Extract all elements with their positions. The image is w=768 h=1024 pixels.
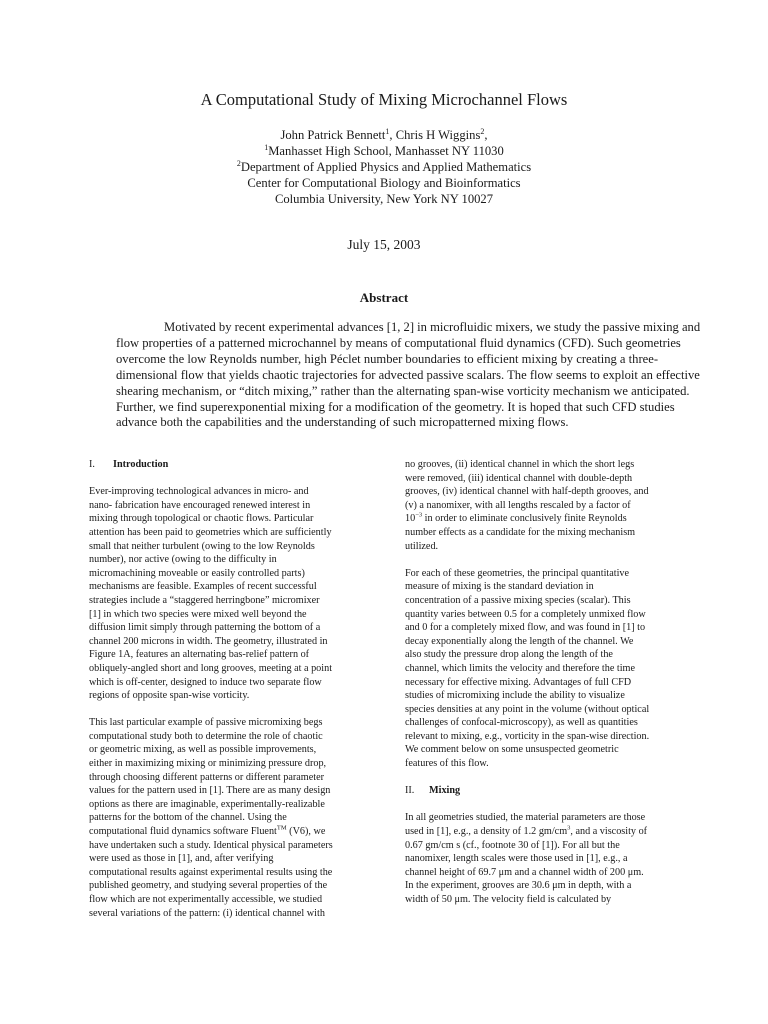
- paragraph-line: For each of these geometries, the principal quantitative: [405, 567, 630, 579]
- abstract-line: Further, we find superexponential mixing for a modification of the geometry. It is hoped that such CFD studies: [116, 399, 675, 414]
- paragraph-line: patterns for the bottom of the channel. Using the: [89, 812, 287, 824]
- abstract-line: shearing mechanism, or “ditch mixing,” rather than the alternating span-wise vorticity mechanism we anticipated.: [116, 383, 690, 398]
- paragraph-line: grooves, (iv) identical channel with half-depth grooves, and: [405, 486, 649, 498]
- fluent-text: computational fluid dynamics software Fluent: [89, 826, 277, 838]
- abstract-heading: Abstract: [359, 290, 409, 305]
- paragraph-line: We comment below on some unsuspected geometric: [405, 744, 619, 756]
- paragraph-line: values for the pattern used in [1]. There are as many design: [89, 785, 331, 797]
- paragraph-line: or geometric mixing, as well as possible improvements,: [89, 744, 317, 756]
- paragraph-line: several variations of the pattern: (i) identical channel with: [89, 907, 325, 919]
- affiliation-3: Center for Computational Biology and Bioinformatics: [247, 176, 521, 190]
- paragraph-line: strategies include a “staggered herringbone” micromixer: [89, 594, 320, 606]
- mixing-paragraph-1: [405, 839, 690, 907]
- paragraph-line: computational study both to determine the role of chaotic: [89, 730, 323, 742]
- abstract-line: advance both the capabilities and the understanding of such micropatterned mixing flows.: [116, 415, 569, 430]
- abstract-line: flow properties of a patterned microchannel by means of computational fluid dynamics (CFD). Such geometries: [116, 335, 681, 350]
- intro-paragraph-4: [405, 567, 690, 771]
- author-affil-mark-1: 1: [385, 126, 390, 136]
- paragraph-line: mixing through topological or chaotic flows. Particular: [89, 513, 314, 525]
- author-names: [0, 127, 768, 143]
- affiliation-2: [0, 159, 768, 175]
- paragraph-line: quantity varies between 0.5 for a completely unmixed flow: [405, 608, 646, 620]
- paragraph-line: small that neither turbulent (owing to the low Reynolds: [89, 540, 315, 552]
- paragraph-line: species densities at any point in the volume (without optical: [405, 703, 650, 715]
- section-heading-introduction: [89, 458, 379, 472]
- section-title: Mixing: [429, 785, 461, 797]
- author-block: [0, 127, 768, 207]
- abstract-body: [116, 320, 701, 431]
- paragraph-line: channel height of 69.7 μm and a channel width of 200 μm.: [405, 866, 644, 878]
- paragraph-line: This last particular example of passive micromixing begs: [89, 717, 323, 729]
- author-affil-mark-2: 2: [480, 126, 485, 136]
- paragraph-line: Figure 1A, features an alternating bas-relief pattern of: [89, 649, 310, 661]
- paragraph-line: regions of opposite span-wise vorticity.: [89, 690, 250, 702]
- trademark-mark: TM: [276, 824, 287, 832]
- abstract-line: overcome the low Reynolds number, high Péclet number boundaries to efficient mixing by creating a three-: [116, 351, 659, 366]
- paragraph-line: and 0 for a completely mixed flow, and was found in [1] to: [405, 622, 646, 634]
- paragraph-line: either in maximizing mixing or minimizing pressure drop,: [89, 758, 327, 770]
- paragraph-line: 0.67 gm/cm s (cf., footnote 30 of [1]). For all but the: [405, 839, 620, 851]
- paragraph-line: were used as those in [1], and, after verifying: [89, 853, 274, 865]
- paragraph-line: studies of micromixing include the ability to visualize: [405, 690, 625, 702]
- affiliation-2-mark: 2: [236, 158, 241, 168]
- paragraph-line: which is off-center, designed to induce two separate flow: [89, 676, 322, 688]
- paragraph-line: nano- fabrication have encouraged renewed interest in: [89, 499, 311, 511]
- section-title: Introduction: [113, 459, 169, 470]
- author-names-trailing: ,: [484, 128, 488, 142]
- author-name-2: , Chris H Wiggins: [389, 128, 481, 142]
- section-number: II.: [405, 785, 415, 797]
- factor-base: 10: [405, 513, 416, 525]
- paragraph-line: were removed, (iii) identical channel with double-depth: [405, 472, 633, 484]
- author-name-1: John Patrick Bennett: [280, 128, 386, 142]
- abstract-line: Motivated by recent experimental advances [1, 2] in microfluidic mixers, we study the passive mixing and: [164, 320, 701, 334]
- paragraph-line: (v) a nanomixer, with all lengths rescaled by a factor of: [405, 499, 631, 511]
- paragraph-line: [89, 825, 379, 839]
- paragraph-line: micromachining moveable or easily controlled parts): [89, 567, 305, 579]
- paragraph-line: have undertaken such a study. Identical physical parameters: [89, 839, 333, 851]
- paragraph-line: measure of mixing is the standard deviation in: [405, 581, 594, 593]
- paragraph-line: In all geometries studied, the material parameters are those: [405, 812, 646, 824]
- affiliation-4: Columbia University, New York NY 10027: [274, 192, 494, 206]
- paragraph-line: [405, 825, 690, 839]
- paragraph-line: obliquely-angled short and long grooves, meeting at a point: [89, 662, 333, 674]
- intro-paragraph-2: [89, 716, 379, 825]
- paragraph-line: no grooves, (ii) identical channel in which the short legs: [405, 459, 635, 470]
- density-exponent: 3: [567, 824, 571, 832]
- paragraph-line: published geometry, and studying several properties of the: [89, 880, 328, 892]
- abstract-line: dimensional flow that yields chaotic trajectories for advected passive scalars. The flow seems to exploit an effective: [116, 367, 700, 382]
- paragraph-line: concentration of a passive mixing species (scalar). This: [405, 594, 631, 606]
- paragraph-line: mechanisms are feasible. Examples of recent successful: [89, 581, 317, 593]
- left-column: [89, 458, 379, 920]
- paragraph-line: [1] in which two species were mixed well beyond the: [89, 608, 307, 620]
- intro-paragraph-1: [89, 485, 379, 703]
- density-text: used in [1], e.g., a density of 1.2 gm/cm: [405, 826, 568, 838]
- paragraph-line: options as there are imaginable, experimentally-realizable: [89, 798, 325, 810]
- factor-exponent: −3: [415, 511, 423, 519]
- paragraph-line: relevant to mixing, e.g., vorticity in the span-wise direction.: [405, 730, 650, 742]
- section-heading-mixing: [405, 784, 690, 798]
- intro-paragraph-3-continued: [405, 526, 690, 553]
- paragraph-line: channel 200 microns in width. The geometry, illustrated in: [89, 635, 328, 647]
- paragraph-line: diffusion limit simply through patterning the bottom of a: [89, 622, 321, 634]
- paragraph-line: number effects as a candidate for the mixing mechanism: [405, 526, 636, 538]
- paragraph-line: necessary for effective mixing. Advantages of full CFD: [405, 676, 632, 688]
- paper-date: July 15, 2003: [347, 237, 421, 252]
- viscosity-text: , and a viscosity of: [570, 826, 648, 838]
- paper-title: A Computational Study of Mixing Microchannel Flows: [200, 90, 568, 109]
- paragraph-line: number), nor active (owing to the difficulty in: [89, 554, 277, 566]
- paragraph-line: Ever-improving technological advances in micro- and: [89, 486, 309, 498]
- paragraph-line: flow which are not experimentally accessible, we studied: [89, 894, 323, 905]
- paragraph-line: channel, which limits the velocity and therefore the time: [405, 662, 635, 674]
- affiliation-1-mark: 1: [264, 142, 269, 152]
- paragraph-line: computational results against experimental results using the: [89, 866, 333, 878]
- paragraph-line: nanomixer, length scales were those used in [1], e.g., a: [405, 853, 628, 865]
- paragraph-line: challenges of confocal-microscopy), as well as quantities: [405, 717, 638, 729]
- right-column: [405, 458, 690, 907]
- section-number: I.: [89, 459, 95, 470]
- paragraph-line: also study the pressure drop along the length of the: [405, 649, 613, 661]
- paragraph-line: In the experiment, grooves are 30.6 μm in depth, with a: [405, 880, 632, 892]
- paragraph-line: decay exponentially along the length of the channel. We: [405, 635, 634, 647]
- affiliation-1-text: Manhasset High School, Manhasset NY 11030: [268, 144, 504, 158]
- factor-suffix: in order to eliminate conclusively finite Reynolds: [422, 513, 627, 525]
- paragraph-line: utilized.: [405, 540, 439, 552]
- paragraph-line: [405, 512, 690, 526]
- intro-paragraph-3: [405, 458, 690, 512]
- intro-paragraph-2-continued: [89, 839, 379, 921]
- paragraph-line: attention has been paid to geometries which are sufficiently: [89, 526, 332, 538]
- paragraph-line: through choosing different patterns or different parameter: [89, 771, 324, 783]
- affiliation-1: [0, 143, 768, 159]
- paragraph-line: features of this flow.: [405, 758, 489, 770]
- affiliation-2-text: Department of Applied Physics and Applied Mathematics: [240, 160, 532, 174]
- paragraph-line: width of 50 μm. The velocity field is calculated by: [405, 894, 612, 905]
- fluent-version-text: (V6), we: [286, 826, 326, 838]
